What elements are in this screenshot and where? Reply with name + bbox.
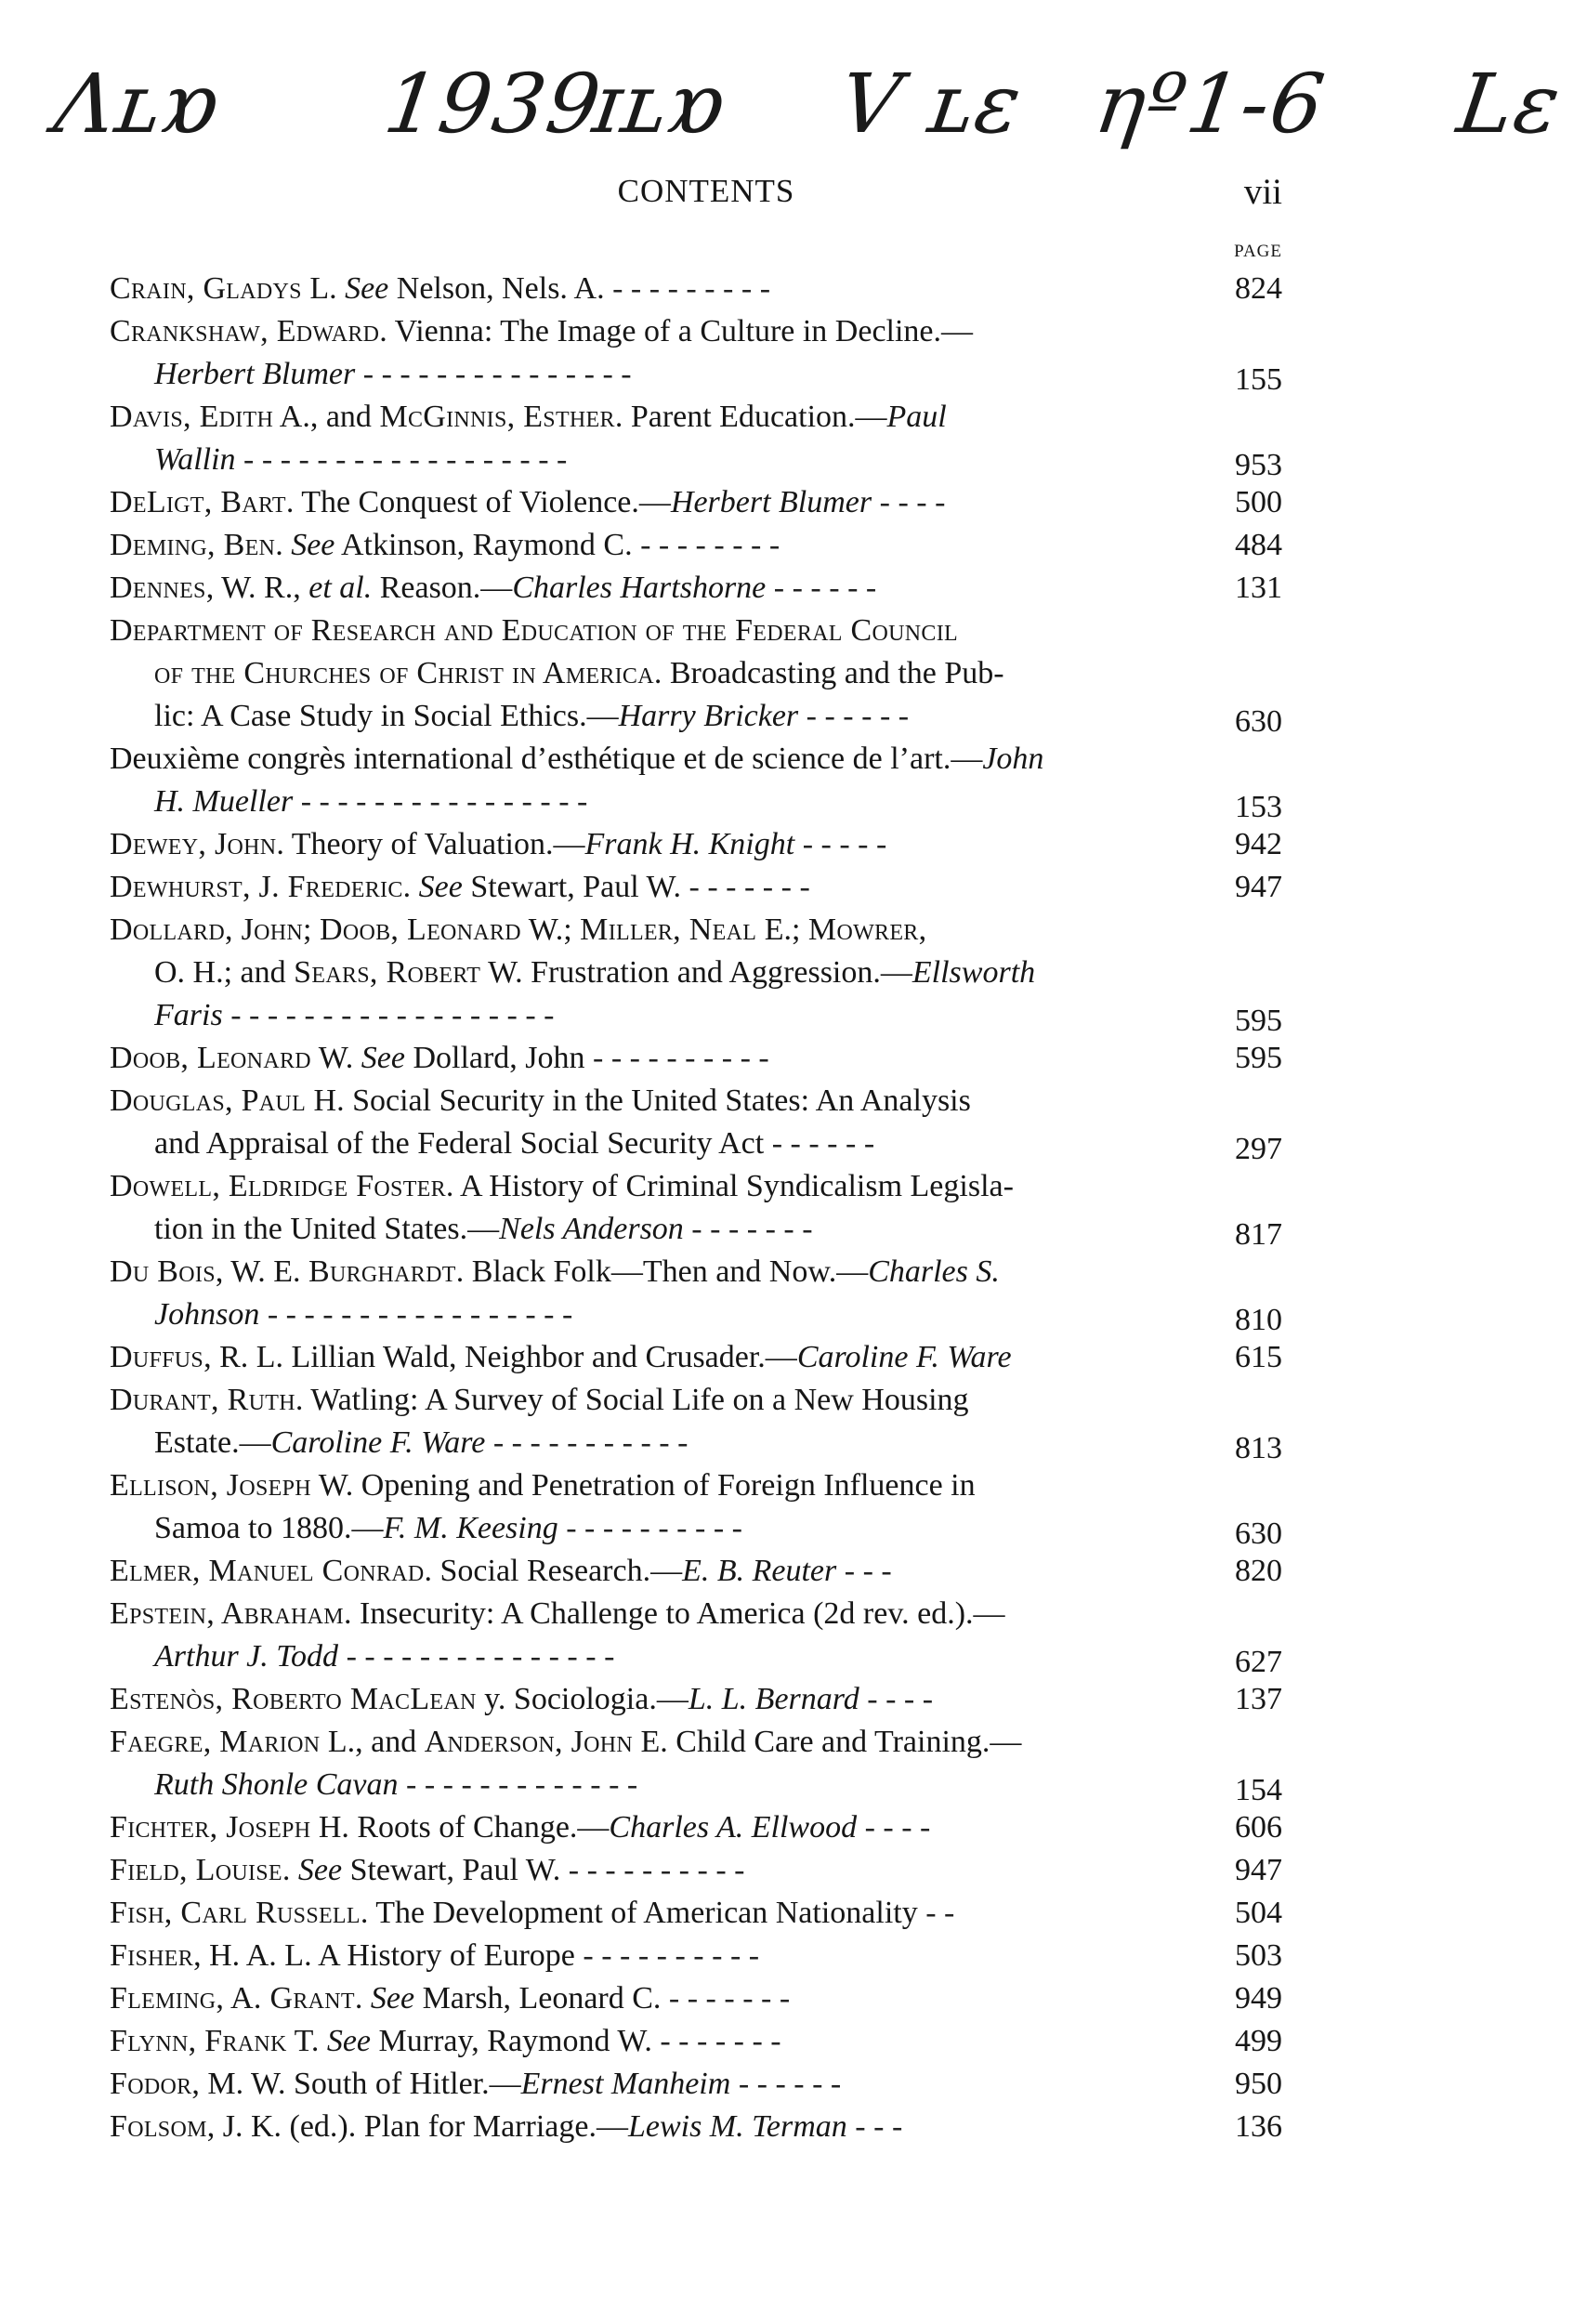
dot-leader: - - - - - - - - — [632, 528, 780, 562]
entry-text: Dollard, John — [404, 1041, 585, 1075]
entry-text: E. Child Care and Training.— — [633, 1725, 1022, 1759]
entry-text: H. Roots of Change.— — [310, 1810, 610, 1845]
entry-line — [110, 823, 1282, 866]
entry-author: Anderson, John — [424, 1725, 634, 1759]
entry-page-number: 810 — [1235, 1303, 1282, 1337]
entry-text: , — [918, 913, 927, 947]
contents-entry — [110, 610, 1282, 738]
contents-entry — [110, 909, 1282, 1037]
contents-entry — [110, 1379, 1282, 1464]
dot-leader: - - - - - — [794, 827, 887, 861]
entry-line — [110, 1251, 1282, 1293]
entry-italic-text: Johnson — [154, 1297, 260, 1332]
entry-line — [110, 1635, 1282, 1678]
entry-line — [110, 1379, 1282, 1422]
entry-author: Fisher — [110, 1938, 194, 1973]
entry-text: . Vienna: The Image of a Culture in Decline.— — [379, 314, 974, 348]
entry-italic-text: H. Mueller — [154, 784, 294, 819]
entry-author: Ellison, Joseph — [110, 1468, 311, 1503]
dot-leader: - - - - - - — [764, 1126, 875, 1161]
entry-line — [110, 952, 1282, 994]
dot-leader: - - - - - - - - - - — [560, 1853, 745, 1887]
entry-line — [110, 1593, 1282, 1635]
entry-italic-text: Charles A. Ellwood — [609, 1810, 858, 1845]
entry-text: Deuxième congrès international d’esthétique et de science de l’art.— — [110, 742, 983, 776]
entry-page-number: 484 — [1235, 528, 1282, 562]
entry-page-number: 817 — [1235, 1217, 1282, 1252]
entry-page-number: 820 — [1235, 1554, 1282, 1588]
entry-text: , R. L. Lillian Wald, Neighbor and Crusader.— — [203, 1340, 797, 1374]
entry-line — [110, 1721, 1282, 1764]
entry-author: Douglas, Paul — [110, 1083, 307, 1118]
dot-leader: - - - - — [857, 1810, 931, 1845]
entry-italic-text: Harry Bricker — [618, 699, 799, 733]
entry-text: O. H.; and — [154, 955, 295, 990]
contents-entry — [110, 1721, 1282, 1806]
entry-italic-text: Faris — [154, 998, 223, 1032]
entry-line — [110, 1550, 1282, 1593]
entry-text: Stewart, Paul W. — [342, 1853, 561, 1887]
entry-text: . Social Research.— — [424, 1554, 683, 1588]
handwritten-note-6: Lε — [1451, 56, 1567, 151]
contents-entry — [110, 1806, 1282, 1849]
dot-leader: - - - — [846, 2109, 903, 2144]
entry-page-number: 153 — [1235, 790, 1282, 824]
entry-text: Stewart, Paul W. — [462, 870, 682, 904]
dot-leader: - - - - - - - - - - — [557, 1511, 742, 1545]
entry-italic-text: Herbert Blumer — [670, 485, 872, 519]
dot-leader: - - - - - - - — [683, 1212, 813, 1246]
entry-italic-text: Paul — [886, 400, 947, 434]
entry-italic-text: See — [326, 2024, 372, 2058]
contents-entry — [110, 2106, 1282, 2148]
dot-leader: - - - - - - - - - — [604, 271, 771, 306]
entry-text: . Insecurity: A Challenge to America (2d rev. ed.).— — [343, 1596, 1005, 1631]
entry-author: Dollard, John — [110, 913, 304, 947]
entry-italic-text: L. L. Bernard — [688, 1682, 859, 1716]
entry-author: of the Churches of Christ in America — [154, 656, 654, 690]
entry-italic-text: Ruth Shonle Cavan — [154, 1767, 399, 1802]
entry-page-number: 137 — [1235, 1682, 1282, 1716]
entry-text: . Watling: A Survey of Social Life on a New Housing — [295, 1383, 969, 1417]
contents-entry — [110, 1593, 1282, 1678]
dot-leader: - - - - - - - — [651, 2024, 781, 2058]
dot-leader: - - - — [836, 1554, 892, 1588]
entry-line — [110, 567, 1282, 610]
entry-page-number: 595 — [1235, 1041, 1282, 1075]
entry-author: Mowrer — [807, 913, 919, 947]
entry-line — [110, 738, 1282, 781]
entry-author: Duffus — [110, 1340, 204, 1374]
entry-line — [110, 353, 1282, 396]
contents-entry — [110, 1336, 1282, 1379]
entry-text: . — [354, 1981, 371, 2015]
entry-page-number: 949 — [1235, 1981, 1282, 2015]
entry-text: . Black Folk—Then and Now.— — [455, 1254, 869, 1289]
entry-page-number: 500 — [1235, 485, 1282, 519]
entry-text: . — [275, 528, 292, 562]
entry-page-number: 503 — [1235, 1938, 1282, 1973]
entry-italic-text: Lewis M. Terman — [627, 2109, 847, 2144]
page-column-label: PAGE — [1234, 242, 1282, 261]
entry-line — [110, 1293, 1282, 1336]
entry-page-number: 499 — [1235, 2024, 1282, 2058]
entry-author: Du Bois — [110, 1254, 216, 1289]
contents-entry — [110, 1464, 1282, 1550]
contents-entry — [110, 310, 1282, 396]
dot-leader: - - - - - - — [766, 571, 877, 605]
contents-entry — [110, 1165, 1282, 1251]
entry-text: T. — [286, 2024, 327, 2058]
entry-page-number: 504 — [1235, 1896, 1282, 1930]
contents-entry — [110, 1037, 1282, 1080]
entry-line — [110, 396, 1282, 439]
entry-line — [110, 1464, 1282, 1507]
entry-line — [110, 1422, 1282, 1464]
entry-page-number: 595 — [1235, 1004, 1282, 1038]
contents-entry — [110, 1977, 1282, 2020]
entry-text: . — [282, 1853, 298, 1887]
contents-entry — [110, 524, 1282, 567]
entry-line — [110, 1806, 1282, 1849]
entry-italic-text: See — [345, 271, 389, 306]
entry-author: Doob, Leonard — [319, 913, 521, 947]
dot-leader: - - - - - - — [730, 2067, 842, 2101]
entry-italic-text: Herbert Blumer — [154, 357, 356, 391]
entry-author: Dewey, John — [110, 827, 277, 861]
entry-author: Crain, Gladys — [110, 271, 302, 306]
handwritten-note-3: ɪʟɒ — [587, 56, 733, 151]
contents-entry — [110, 823, 1282, 866]
entry-line — [110, 1764, 1282, 1806]
dot-leader: - - - - - - - - - - - - - - - - - — [259, 1297, 573, 1332]
page-number: vii — [1243, 172, 1282, 212]
entry-line — [110, 866, 1282, 909]
entry-author: Deming, Ben — [110, 528, 276, 562]
entry-italic-text: Ellsworth — [912, 955, 1036, 990]
entry-italic-text: et al. — [308, 571, 373, 605]
entry-page-number: 630 — [1235, 704, 1282, 739]
entry-author: Fodor — [110, 2067, 192, 2101]
contents-list — [110, 268, 1282, 2148]
entry-line — [110, 652, 1282, 695]
dot-leader: - - - - - - - - - - - — [485, 1425, 689, 1460]
entry-line — [110, 1080, 1282, 1123]
entry-text: , W. E. — [215, 1254, 308, 1289]
entry-line — [110, 481, 1282, 524]
entry-line — [110, 2106, 1282, 2148]
entry-author: Crankshaw, Edward — [110, 314, 380, 348]
entry-author: Doob, Leonard — [110, 1041, 311, 1075]
entry-italic-text: Frank H. Knight — [584, 827, 795, 861]
entry-page-number: 606 — [1235, 1810, 1282, 1845]
entry-italic-text: See — [297, 1853, 343, 1887]
entry-page-number: 953 — [1235, 448, 1282, 482]
entry-page-number: 155 — [1235, 362, 1282, 397]
entry-author: Fichter, Joseph — [110, 1810, 311, 1845]
entry-page-number: 947 — [1235, 870, 1282, 904]
handwritten-note-1: Λʟɒ — [48, 56, 228, 151]
dot-leader: - - - - - - - - - - - - - - - - - - — [235, 442, 568, 477]
entry-page-number: 154 — [1235, 1773, 1282, 1807]
entry-page-number: 950 — [1235, 2067, 1282, 2101]
contents-entry — [110, 2020, 1282, 2063]
entry-text: E.; — [756, 913, 808, 947]
entry-author: Dewhurst, J. Frederic — [110, 870, 403, 904]
entry-author: Davis, Edith — [110, 400, 274, 434]
entry-line — [110, 1892, 1282, 1935]
entry-line — [110, 610, 1282, 652]
entry-italic-text: See — [361, 1041, 405, 1075]
entry-text: Murray, Raymond W. — [371, 2024, 652, 2058]
entry-line — [110, 1507, 1282, 1550]
entry-line — [110, 1336, 1282, 1379]
entry-author: Folsom — [110, 2109, 207, 2144]
entry-text: , J. K. (ed.). Plan for Marriage.— — [206, 2109, 628, 2144]
entry-author: Dennes — [110, 571, 206, 605]
entry-author: Flynn, Frank — [110, 2024, 287, 2058]
entry-italic-text: See — [418, 870, 463, 904]
handwritten-note-2: 1939 — [378, 56, 609, 151]
entry-line — [110, 994, 1282, 1037]
dot-leader: - - — [917, 1896, 955, 1930]
entry-page-number: 136 — [1235, 2109, 1282, 2144]
entry-line — [110, 524, 1282, 567]
entry-text: L. — [301, 271, 346, 306]
entry-text: . Theory of Valuation.— — [276, 827, 585, 861]
entry-italic-text: See — [291, 528, 335, 562]
entry-italic-text: John — [982, 742, 1044, 776]
entry-italic-text: Nels Anderson — [499, 1212, 684, 1246]
entry-author: Field, Louise — [110, 1853, 282, 1887]
entry-author: Fish, Carl Russell — [110, 1896, 361, 1930]
entry-text: Marsh, Leonard C. — [414, 1981, 662, 2015]
contents-entry — [110, 1892, 1282, 1935]
entry-text: . The Development of American Nationality — [360, 1896, 918, 1930]
contents-entry — [110, 1849, 1282, 1892]
entry-page-number: 813 — [1235, 1431, 1282, 1465]
dot-leader: - - - - - - - - - - - - - - - - - - — [222, 998, 555, 1032]
entry-author: DeLigt, Bart — [110, 485, 286, 519]
dot-leader: - - - - - - - — [681, 870, 810, 904]
entry-text: W. Opening and Penetration of Foreign Influence in — [310, 1468, 976, 1503]
entry-text: ; — [303, 913, 320, 947]
entry-line — [110, 1977, 1282, 2020]
dot-leader: - - - - - - - - - - - - - - - - — [293, 784, 588, 819]
entry-text: W.; — [520, 913, 581, 947]
entry-author: Miller, Neal — [580, 913, 757, 947]
entry-line — [110, 1037, 1282, 1080]
entry-text: Reason.— — [372, 571, 513, 605]
entry-author: Elmer, Manuel Conrad — [110, 1554, 425, 1588]
entry-italic-text: Caroline F. Ware — [270, 1425, 486, 1460]
entry-italic-text: See — [370, 1981, 415, 2015]
dot-leader: - - - - - - — [798, 699, 910, 733]
entry-text: , H. A. L. A History of Europe — [193, 1938, 575, 1973]
entry-author: Sears, Robert — [294, 955, 481, 990]
entry-text: tion in the United States.— — [154, 1212, 500, 1246]
entry-author: Estenòs, Roberto MacLean — [110, 1682, 477, 1716]
entry-page-number: 630 — [1235, 1517, 1282, 1551]
entry-line — [110, 695, 1282, 738]
entry-text: Nelson, Nels. A. — [388, 271, 605, 306]
entry-line — [110, 268, 1282, 310]
dot-leader: - - - - - - - - - - — [584, 1041, 769, 1075]
entry-text: . Broadcasting and the Pub- — [653, 656, 1004, 690]
entry-italic-text: Wallin — [154, 442, 236, 477]
entry-page-number: 824 — [1235, 271, 1282, 306]
dot-leader: - - - - - - - - - - - - - - - — [355, 357, 632, 391]
entry-author: McGinnis, Esther — [379, 400, 615, 434]
contents-entry — [110, 1678, 1282, 1721]
entry-page-number: 297 — [1235, 1132, 1282, 1166]
entry-page-number: 947 — [1235, 1853, 1282, 1887]
entry-line — [110, 909, 1282, 952]
contents-entry — [110, 481, 1282, 524]
handwritten-note-4: V ʟε — [833, 56, 1029, 151]
entry-line — [110, 439, 1282, 481]
entry-line — [110, 1165, 1282, 1208]
contents-entry — [110, 1935, 1282, 1977]
entry-text: W. — [310, 1041, 361, 1075]
entry-text: and Appraisal of the Federal Social Security Act — [154, 1126, 765, 1161]
entry-text: , W. R., — [205, 571, 309, 605]
entry-line — [110, 1678, 1282, 1721]
entry-page-number: 615 — [1235, 1340, 1282, 1374]
entry-author: Faegre, Marion — [110, 1725, 321, 1759]
entry-author: Department of Research and Education of the Federal Council — [110, 613, 958, 648]
entry-text: Estate.— — [154, 1425, 271, 1460]
entry-text: y. Sociologia.— — [476, 1682, 689, 1716]
dot-leader: - - - - — [872, 485, 946, 519]
entry-author: Burghardt — [308, 1254, 456, 1289]
entry-text: H. Social Security in the United States: An Analysis — [306, 1083, 971, 1118]
dot-leader: - - - - - - - - - - - - - - - — [338, 1639, 615, 1674]
entry-text: . A History of Criminal Syndicalism Legisla- — [445, 1169, 1014, 1203]
dot-leader: - - - - - - - - - - — [574, 1938, 760, 1973]
entry-italic-text: E. B. Reuter — [682, 1554, 837, 1588]
entry-text: L., and — [320, 1725, 425, 1759]
dot-leader: - - - - - - - - - - - - - — [398, 1767, 638, 1802]
dot-leader: - - - - - - - — [661, 1981, 791, 2015]
contents-entry — [110, 738, 1282, 823]
entry-line — [110, 781, 1282, 823]
dot-leader: - - - - — [859, 1682, 934, 1716]
entry-text: . Parent Education.— — [614, 400, 887, 434]
entry-italic-text: Charles S. — [868, 1254, 1000, 1289]
entry-text: . The Conquest of Violence.— — [285, 485, 671, 519]
entry-text: lic: A Case Study in Social Ethics.— — [154, 699, 619, 733]
contents-entry — [110, 1550, 1282, 1593]
entry-text: W. Frustration and Aggression.— — [480, 955, 912, 990]
entry-author: Epstein, Abraham — [110, 1596, 344, 1631]
entry-page-number: 627 — [1235, 1645, 1282, 1679]
entry-line — [110, 1208, 1282, 1251]
page-title: CONTENTS — [617, 173, 795, 209]
entry-line — [110, 1123, 1282, 1165]
contents-entry — [110, 1251, 1282, 1336]
entry-italic-text: Arthur J. Todd — [154, 1639, 339, 1674]
entry-line — [110, 2063, 1282, 2106]
entry-page-number: 131 — [1235, 571, 1282, 605]
entry-author: Fleming, A. Grant — [110, 1981, 355, 2015]
entry-line — [110, 1935, 1282, 1977]
entry-line — [110, 310, 1282, 353]
entry-text: , M. W. South of Hitler.— — [191, 2067, 521, 2101]
handwritten-note-5: ηº1-6 — [1089, 56, 1332, 151]
contents-entry — [110, 396, 1282, 481]
entry-author: Durant, Ruth — [110, 1383, 295, 1417]
entry-line — [110, 1849, 1282, 1892]
contents-entry — [110, 567, 1282, 610]
entry-italic-text: Charles Hartshorne — [512, 571, 767, 605]
entry-italic-text: F. M. Keesing — [383, 1511, 558, 1545]
entry-text: . — [402, 870, 419, 904]
contents-entry — [110, 2063, 1282, 2106]
entry-line — [110, 2020, 1282, 2063]
entry-author: Dowell, Eldridge Foster — [110, 1169, 446, 1203]
entry-italic-text: Caroline F. Ware — [796, 1340, 1012, 1374]
contents-entry — [110, 866, 1282, 909]
entry-text: Samoa to 1880.— — [154, 1511, 384, 1545]
contents-entry — [110, 268, 1282, 310]
contents-entry — [110, 1080, 1282, 1165]
entry-page-number: 942 — [1235, 827, 1282, 861]
entry-text: Atkinson, Raymond C. — [334, 528, 633, 562]
entry-text: A., and — [273, 400, 380, 434]
entry-italic-text: Ernest Manheim — [520, 2067, 731, 2101]
